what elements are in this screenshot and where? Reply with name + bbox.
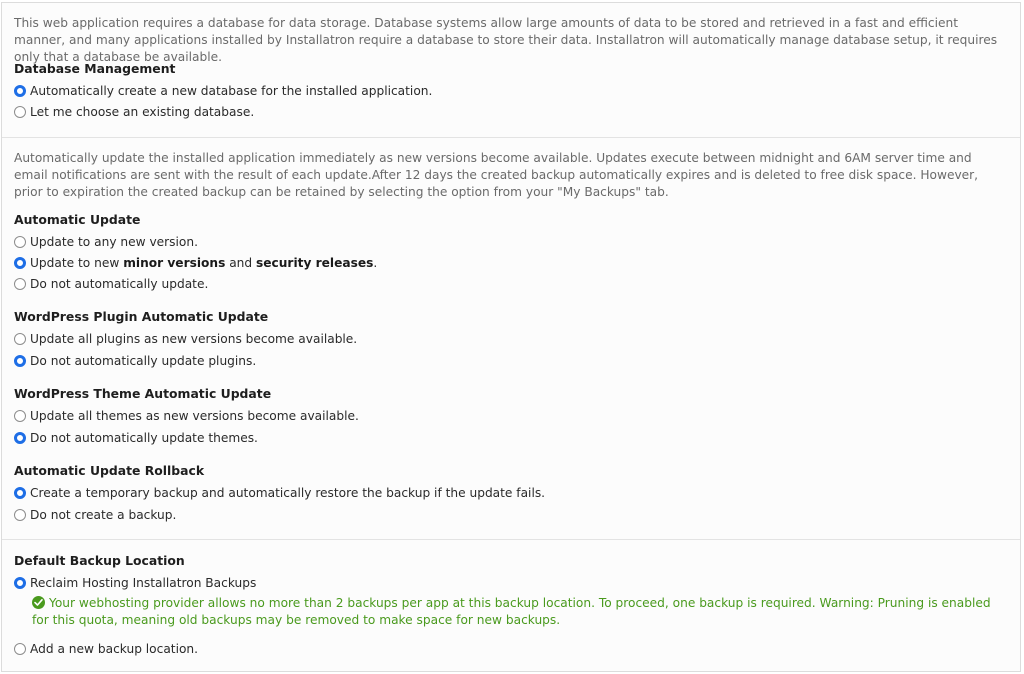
option-label: Update to any new version. xyxy=(30,234,198,249)
radio-selected-icon[interactable] xyxy=(14,577,26,589)
option-auto-create-database[interactable] xyxy=(14,82,432,99)
option-create-temporary-backup[interactable] xyxy=(14,484,545,501)
radio-unselected-icon[interactable] xyxy=(14,106,26,118)
radio-selected-icon[interactable] xyxy=(14,355,26,367)
option-label: Add a new backup location. xyxy=(30,641,199,656)
radio-selected-icon[interactable] xyxy=(14,432,26,444)
option-label: Update to new minor versions and security releases. xyxy=(30,255,378,270)
rollback-title: Automatic Update Rollback xyxy=(14,463,205,478)
option-label: Do not create a backup. xyxy=(30,507,177,522)
settings-panel xyxy=(1,2,1021,672)
option-update-any-version[interactable] xyxy=(14,233,198,250)
section-divider xyxy=(2,539,1020,540)
option-label: Let me choose an existing database. xyxy=(30,104,255,119)
check-circle-icon xyxy=(32,596,45,609)
option-update-all-themes[interactable] xyxy=(14,407,359,424)
option-label: Update all themes as new versions become available. xyxy=(30,408,359,423)
notice-text: Your webhosting provider allows no more than 2 backups per app at this backup location. To proceed, one backup is required. Warning: Pruning is enabled for this quota, meaning old backups may be removed to make space for new backups. xyxy=(32,596,991,627)
option-no-theme-update[interactable] xyxy=(14,429,258,446)
radio-unselected-icon[interactable] xyxy=(14,333,26,345)
database-description: This web application requires a database for data storage. Database systems allow large amounts of data to be stored and retrieved in a fast and efficient manner, and many applications installed by Installatron require a database to store their data. Installatron will automatically manage database setup, it requires only that a database be available. xyxy=(14,16,998,64)
option-no-plugin-update[interactable] xyxy=(14,352,256,369)
option-label: Do not automatically update plugins. xyxy=(30,353,257,368)
plugin-update-title: WordPress Plugin Automatic Update xyxy=(14,309,269,324)
option-label: Reclaim Hosting Installatron Backups xyxy=(30,575,257,590)
backup-quota-notice xyxy=(32,595,1007,629)
radio-unselected-icon[interactable] xyxy=(14,643,26,655)
radio-unselected-icon[interactable] xyxy=(14,236,26,248)
option-label: Automatically create a new database for the installed application. xyxy=(30,83,433,98)
option-update-all-plugins[interactable] xyxy=(14,330,357,347)
database-management-title: Database Management xyxy=(14,61,176,76)
option-label: Create a temporary backup and automatically restore the backup if the update fails. xyxy=(30,485,546,500)
option-label: Do not automatically update themes. xyxy=(30,430,258,445)
theme-update-title: WordPress Theme Automatic Update xyxy=(14,386,272,401)
option-label: Do not automatically update. xyxy=(30,276,209,291)
automatic-update-title: Automatic Update xyxy=(14,212,141,227)
option-update-minor-security[interactable] xyxy=(14,254,377,271)
option-choose-existing-database[interactable] xyxy=(14,103,254,120)
option-no-backup[interactable] xyxy=(14,506,176,523)
option-add-backup-location[interactable] xyxy=(14,640,198,657)
radio-unselected-icon[interactable] xyxy=(14,278,26,290)
option-reclaim-hosting-backups[interactable] xyxy=(14,574,256,591)
radio-selected-icon[interactable] xyxy=(14,487,26,499)
section-divider xyxy=(2,137,1020,138)
radio-selected-icon[interactable] xyxy=(14,257,26,269)
option-no-automatic-update[interactable] xyxy=(14,275,208,292)
update-description: Automatically update the installed application immediately as new versions become available. Updates execute between midnight and 6AM server time and email notifications are sent with the result of each update.After 12 days the created backup automatically expires and is deleted to free disk space. However, prior to expiration the created backup can be retained by selecting the option from your "My Backups" tab. xyxy=(14,151,979,199)
backup-location-title: Default Backup Location xyxy=(14,553,185,568)
radio-selected-icon[interactable] xyxy=(14,85,26,97)
radio-unselected-icon[interactable] xyxy=(14,509,26,521)
option-label: Update all plugins as new versions become available. xyxy=(30,331,358,346)
radio-unselected-icon[interactable] xyxy=(14,410,26,422)
